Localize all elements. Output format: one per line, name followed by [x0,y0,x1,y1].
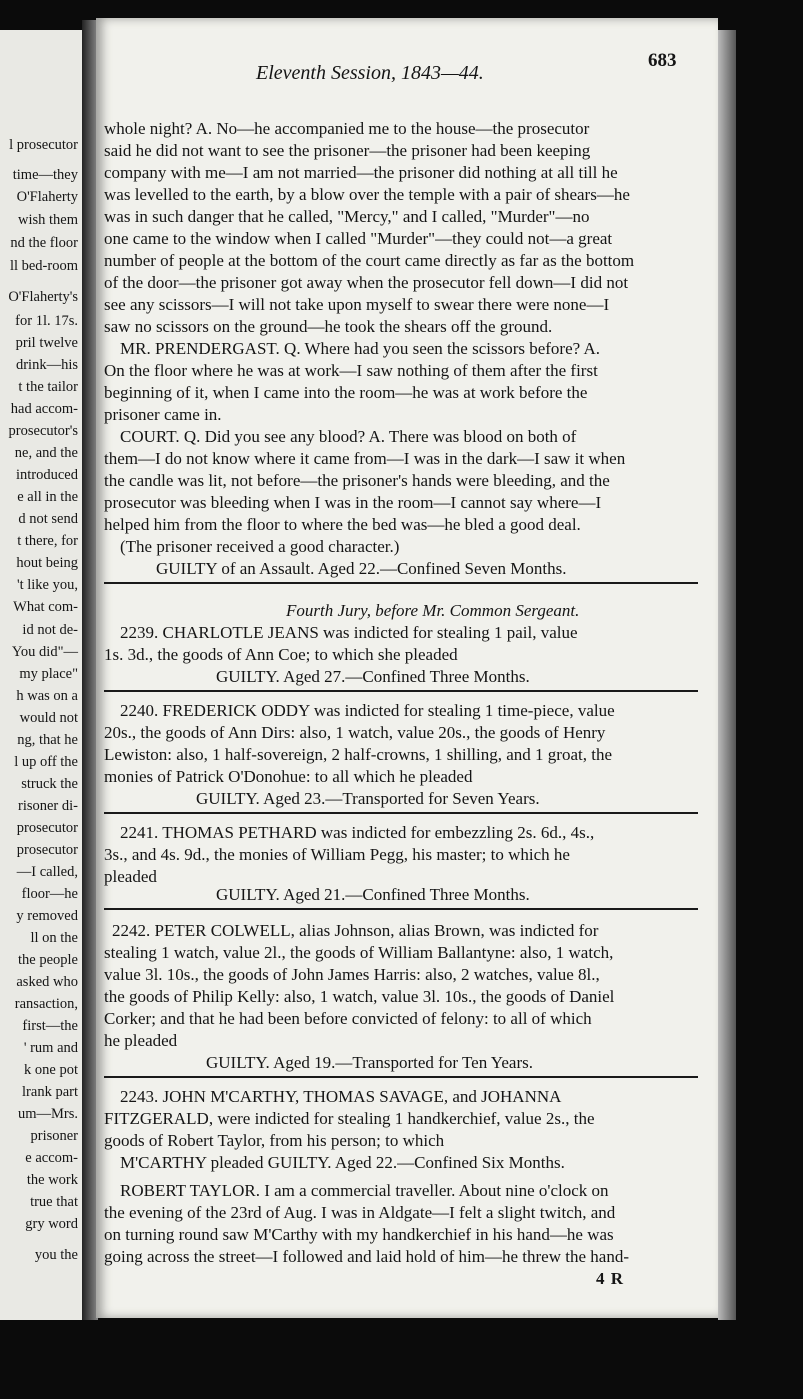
margin-fragment: risoner di- [18,798,78,814]
case-2239-line: 1s. 3d., the goods of Ann Coe; to which she pleaded [104,645,458,664]
case-2242-line: the goods of Philip Kelly: also, 1 watch, value 3l. 10s., the goods of Daniel [104,987,615,1006]
testimony-line: of the door—the prisoner got away when the prosecutor fell down—I did not [104,273,629,292]
margin-fragment: O'Flaherty's [8,289,78,305]
margin-fragment: drink—his [15,357,78,373]
margin-fragment: You did"— [11,644,78,660]
margin-fragment: lrank part [22,1084,78,1100]
margin-fragment: ' rum and [23,1040,78,1056]
margin-fragment: d not send [18,511,78,527]
signature-mark: 4 R [596,1269,625,1288]
testimony-line: them—I do not know where it came from—I was in the dark—I saw it when [104,449,626,468]
margin-fragment: you the [34,1247,78,1263]
margin-fragment: h was on a [16,688,78,704]
case-2242-verdict: GUILTY. Aged 19.—Transported for Ten Years. [206,1053,534,1072]
margin-fragment: l up off the [14,754,78,770]
case-2240-line: 2240. FREDERICK ODDY was indicted for stealing 1 time-piece, value [120,701,615,720]
margin-fragment: ng, that he [17,732,78,748]
margin-fragment: 't like you, [16,577,78,593]
margin-fragment: floor—he [21,886,78,902]
case-2240-verdict: GUILTY. Aged 23.—Transported for Seven Years. [196,789,540,808]
margin-fragment: t the tailor [18,379,78,395]
case-2242-line: 2242. PETER COLWELL, alias Johnson, alias Brown, was indicted for [112,921,599,940]
margin-fragment: had accom- [10,401,78,417]
margin-fragment: e accom- [25,1150,78,1166]
margin-fragment: wish them [17,212,78,228]
margin-fragment: t there, for [17,533,78,549]
testimony-line: prisoner came in. [104,405,222,424]
case-2240-line: monies of Patrick O'Donohue: to all which he pleaded [104,767,473,786]
case-2240-line: 20s., the goods of Ann Dirs: also, 1 watch, value 20s., the goods of Henry [104,723,606,742]
testimony-line: beginning of it, when I came into the room—he was at work before the [104,383,588,402]
margin-fragment: e all in the [17,489,78,505]
page-edge [718,30,736,1320]
case-2243-testimony: the evening of the 23rd of Aug. I was in Aldgate—I felt a slight twitch, and [104,1203,616,1222]
testimony-line: prosecutor was bleeding when I was in the room—I cannot say where—I [104,493,602,512]
margin-fragment: prisoner [30,1128,78,1144]
section-rule [104,690,698,692]
testimony-line: was levelled to the earth, by a blow over the temple with a pair of shears—he [104,185,630,204]
case-2243-line: FITZGERALD, were indicted for stealing 1 handkerchief, value 2s., the [104,1109,595,1128]
case-2242-line: value 3l. 10s., the goods of John James Harris: also, 2 watches, value 8l., [104,965,600,984]
margin-fragment: first—the [22,1018,78,1034]
case-2243-testimony: going across the street—I followed and laid hold of him—he threw the hand- [104,1247,629,1266]
margin-fragment: my place" [19,666,78,682]
testimony-line: see any scissors—I will not take upon myself to swear there were none—I [104,295,610,314]
case-2241-line: pleaded [104,867,157,886]
margin-fragment: l prosecutor [9,137,78,153]
running-title: Eleventh Session, 1843—44. [256,62,484,84]
case-2243-plea: M'CARTHY pleaded GUILTY. Aged 22.—Confined Six Months. [120,1153,565,1172]
case-2239-verdict: GUILTY. Aged 27.—Confined Three Months. [216,667,530,686]
verdict: GUILTY of an Assault. Aged 22.—Confined Seven Months. [156,559,567,578]
testimony-line: whole night? A. No—he accompanied me to the house—the prosecutor [104,119,590,138]
margin-fragment: ne, and the [14,445,78,461]
page-number: 683 [648,50,677,71]
testimony-line: one came to the window when I called "Murder"—they could not—a great [104,229,613,248]
jury-heading: Fourth Jury, before Mr. Common Sergeant. [286,601,580,620]
case-2242-line: he pleaded [104,1031,178,1050]
margin-fragment: hout being [16,555,78,571]
case-2240-line: Lewiston: also, 1 half-sovereign, 2 half-crowns, 1 shilling, and 1 groat, the [104,745,612,764]
case-2239-line: 2239. CHARLOTLE JEANS was indicted for stealing 1 pail, value [120,623,578,642]
testimony-line: said he did not want to see the prisoner—the prisoner had been keeping [104,141,591,160]
section-rule [104,1076,698,1078]
margin-fragment: prosecutor's [8,423,78,439]
margin-fragment: ll bed-room [9,258,78,274]
margin-fragment: id not de- [22,622,78,638]
margin-fragment: What com- [13,599,78,615]
margin-fragment: would not [19,710,78,726]
margin-fragment: for 1l. 17s. [15,313,78,329]
case-2243-testimony: on turning round saw M'Carthy with my handkerchief in his hand—he was [104,1225,614,1244]
testimony-line: the candle was lit, not before—the prisoner's hands were bleeding, and the [104,471,610,490]
testimony-line: company with me—I am not married—the prisoner did nothing at all till he [104,163,618,182]
case-2241-verdict: GUILTY. Aged 21.—Confined Three Months. [216,885,530,904]
case-2243-line: 2243. JOHN M'CARTHY, THOMAS SAVAGE, and JOHANNA [120,1087,562,1106]
section-rule [104,812,698,814]
section-rule [104,908,698,910]
case-2241-line: 2241. THOMAS PETHARD was indicted for embezzling 2s. 6d., 4s., [120,823,595,842]
margin-fragment: k one pot [24,1062,78,1078]
margin-fragment: struck the [21,776,78,792]
section-rule [104,582,698,584]
testimony-line: (The prisoner received a good character.) [120,537,400,556]
case-2242-line: Corker; and that he had been before convicted of felony: to all of which [104,1009,592,1028]
testimony-line: helped him from the floor to where the bed was—he bled a good deal. [104,515,581,534]
testimony-line: MR. PRENDERGAST. Q. Where had you seen the scissors before? A. [120,339,601,358]
margin-fragment: prosecutor [16,842,78,858]
left-facing-page [0,30,84,1320]
margin-fragment: O'Flaherty [16,189,78,205]
margin-fragment: um—Mrs. [17,1106,78,1122]
margin-fragment: prosecutor [16,820,78,836]
case-2241-line: 3s., and 4s. 9d., the monies of William Pegg, his master; to which he [104,845,570,864]
case-2242-line: stealing 1 watch, value 2l., the goods of William Ballantyne: also, 1 watch, [104,943,614,962]
testimony-line: On the floor where he was at work—I saw nothing of them after the first [104,361,598,380]
margin-fragment: time—they [12,167,78,183]
margin-fragment: pril twelve [15,335,78,351]
testimony-line: saw no scissors on the ground—he took the shears off the ground. [104,317,553,336]
margin-fragment: introduced [15,467,78,483]
margin-fragment: ll on the [30,930,78,946]
margin-fragment: the work [26,1172,78,1188]
margin-fragment: y removed [16,908,78,924]
testimony-line: was in such danger that he called, "Mercy," and I called, "Murder"—no [104,207,590,226]
case-2243-testimony: ROBERT TAYLOR. I am a commercial traveller. About nine o'clock on [120,1181,609,1200]
margin-fragment: true that [30,1194,78,1210]
margin-fragment: gry word [25,1216,78,1232]
case-2243-line: goods of Robert Taylor, from his person; to which [104,1131,445,1150]
testimony-line: COURT. Q. Did you see any blood? A. There was blood on both of [120,427,577,446]
testimony-line: number of people at the bottom of the court came directly as far as the bottom [104,251,635,270]
margin-fragment: —I called, [16,864,78,880]
right-page [96,18,718,1318]
margin-fragment: nd the floor [10,235,78,251]
margin-fragment: ransaction, [14,996,78,1012]
margin-fragment: the people [18,952,78,968]
margin-fragment: asked who [16,974,78,990]
